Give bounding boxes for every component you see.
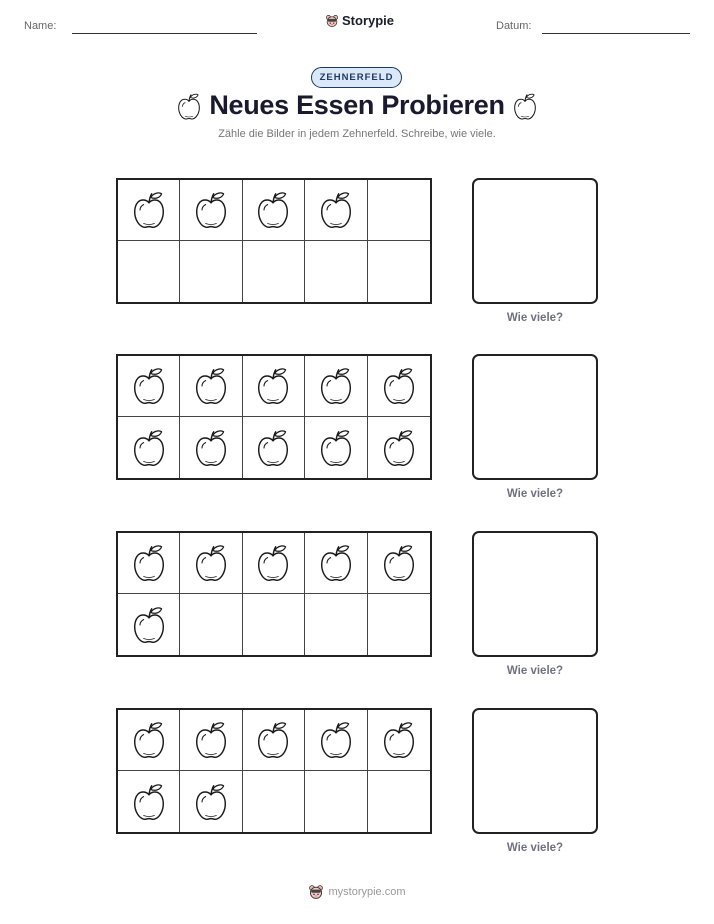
ten-frame xyxy=(116,354,432,480)
ten-frame xyxy=(116,708,432,834)
mascot-icon xyxy=(308,884,324,900)
instructions: Zähle die Bilder in jedem Zehnerfeld. Schreibe, wie viele. xyxy=(218,128,496,140)
ten-frame-cell xyxy=(180,710,242,771)
apple-icon xyxy=(381,543,417,583)
name-line[interactable] xyxy=(72,33,257,34)
ten-frame-cell xyxy=(243,180,305,241)
apple-icon xyxy=(131,366,167,406)
apple-icon xyxy=(255,720,291,760)
apple-icon xyxy=(381,366,417,406)
ten-frame xyxy=(116,531,432,657)
ten-frame-cell xyxy=(243,710,305,771)
apple-icon xyxy=(318,543,354,583)
ten-frame-cell xyxy=(243,594,305,655)
apple-icon xyxy=(512,92,538,121)
apple-icon xyxy=(318,428,354,468)
ten-frame-cell xyxy=(305,533,367,594)
ten-frame-cell xyxy=(243,533,305,594)
answer-box[interactable] xyxy=(472,354,598,480)
apple-icon xyxy=(255,543,291,583)
answer-label: Wie viele? xyxy=(506,665,564,677)
ten-frame-cell xyxy=(180,356,242,417)
apple-icon xyxy=(318,366,354,406)
answer-label: Wie viele? xyxy=(506,312,564,324)
ten-frame-cell xyxy=(368,356,430,417)
brand-name: Storypie xyxy=(342,13,395,28)
apple-icon xyxy=(193,543,229,583)
apple-icon xyxy=(131,190,167,230)
answer-box[interactable] xyxy=(472,178,598,304)
ten-frame-cell xyxy=(243,241,305,302)
apple-icon xyxy=(131,543,167,583)
ten-frame-cell xyxy=(180,241,242,302)
ten-frame-cell xyxy=(118,771,180,832)
page-title: Neues Essen Probieren xyxy=(209,90,505,120)
apple-icon xyxy=(255,190,291,230)
ten-frame-cell xyxy=(305,356,367,417)
apple-icon xyxy=(193,366,229,406)
apple-icon xyxy=(131,605,167,645)
apple-icon xyxy=(193,190,229,230)
ten-frame-cell xyxy=(180,417,242,478)
brand-logo xyxy=(325,13,394,28)
ten-frame-cell xyxy=(305,180,367,241)
apple-icon xyxy=(193,428,229,468)
ten-frame-cell xyxy=(305,710,367,771)
ten-frame-cell xyxy=(243,771,305,832)
ten-frame-cell xyxy=(118,241,180,302)
ten-frame-cell xyxy=(118,533,180,594)
ten-frame-cell xyxy=(180,594,242,655)
ten-frame-cell xyxy=(118,180,180,241)
ten-frame-cell xyxy=(305,417,367,478)
ten-frame-cell xyxy=(118,356,180,417)
ten-frame-cell xyxy=(180,533,242,594)
apple-icon xyxy=(381,428,417,468)
apple-icon xyxy=(381,720,417,760)
footer xyxy=(0,884,714,900)
apple-icon xyxy=(193,782,229,822)
ten-frame-cell xyxy=(118,594,180,655)
apple-icon xyxy=(131,428,167,468)
date-line[interactable] xyxy=(542,33,690,34)
footer-url: mystorypie.com xyxy=(328,886,406,898)
ten-frame-cell xyxy=(305,241,367,302)
answer-box[interactable] xyxy=(472,531,598,657)
ten-frame-cell xyxy=(368,771,430,832)
date-label: Datum: xyxy=(496,20,532,32)
ten-frame-cell xyxy=(368,180,430,241)
ten-frame-cell xyxy=(368,533,430,594)
ten-frame-cell xyxy=(118,417,180,478)
ten-frame-cell xyxy=(368,710,430,771)
apple-icon xyxy=(318,190,354,230)
ten-frame-cell xyxy=(368,594,430,655)
ten-frame-cell xyxy=(368,417,430,478)
ten-frame-cell xyxy=(305,594,367,655)
answer-box[interactable] xyxy=(472,708,598,834)
category-badge: ZEHNERFELD xyxy=(311,67,402,88)
apple-icon xyxy=(193,720,229,760)
answer-label: Wie viele? xyxy=(506,842,564,854)
ten-frame-cell xyxy=(180,180,242,241)
ten-frame xyxy=(116,178,432,304)
ten-frame-cell xyxy=(305,771,367,832)
ten-frame-cell xyxy=(243,356,305,417)
answer-label: Wie viele? xyxy=(506,488,564,500)
ten-frame-cell xyxy=(368,241,430,302)
apple-icon xyxy=(131,782,167,822)
apple-icon xyxy=(318,720,354,760)
apple-icon xyxy=(131,720,167,760)
ten-frame-cell xyxy=(118,710,180,771)
apple-icon xyxy=(255,366,291,406)
ten-frame-cell xyxy=(243,417,305,478)
mascot-icon xyxy=(325,14,339,28)
ten-frame-cell xyxy=(180,771,242,832)
name-label: Name: xyxy=(24,20,57,32)
apple-icon xyxy=(255,428,291,468)
